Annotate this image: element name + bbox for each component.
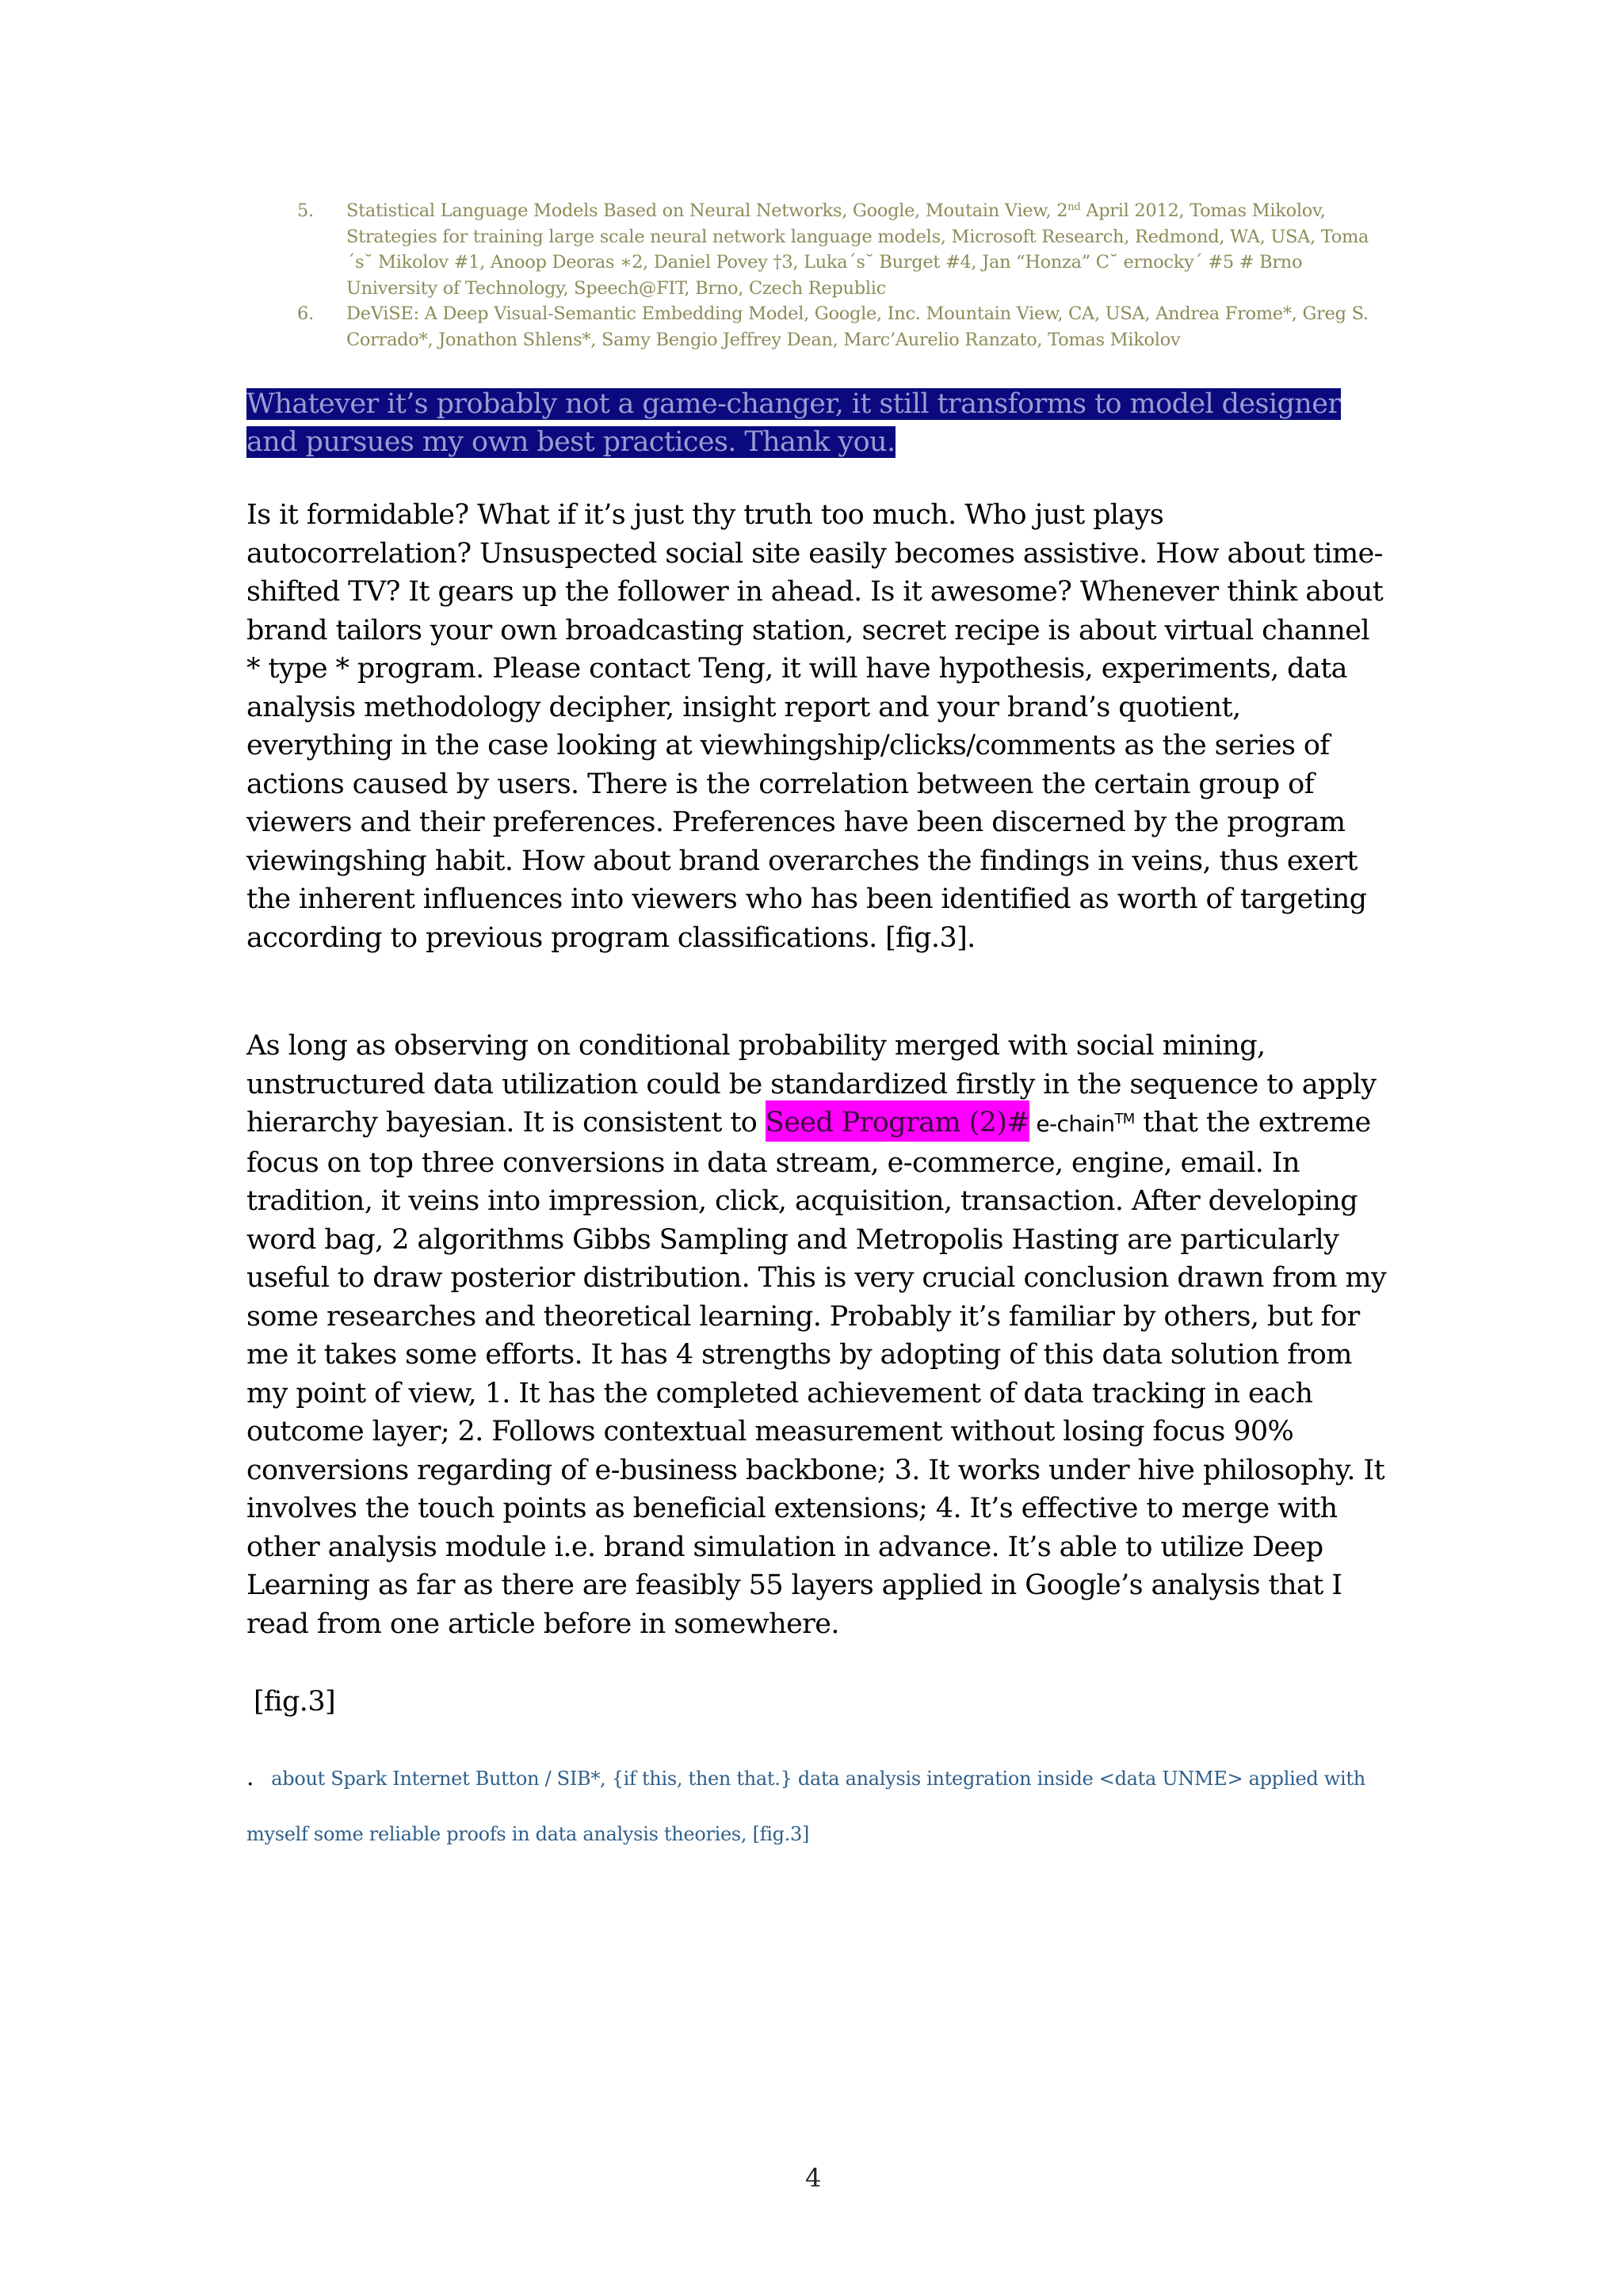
body-paragraph: Is it formidable? What if it’s just thy truth too much. Who just plays autocorrelation? Unsuspected social site easily becomes assistive. How about time-shifted TV? It gears up the follower in ahead. Is it awesome? Whenever think about brand tailors your own broadcasting station, secret recipe is about virtual channel * type * program. Please contact Teng, it will have hypothesis, experiments, data analysis methodology decipher, insight report and your brand’s quotient, everything in the case looking at viewhingship/clicks/comments as the series of actions caused by users. There is the correlation between the certain group of viewers and their preferences. Preferences have been discerned by the program viewingshing habit. How about brand overarches the findings in veins, thus exert the inherent influences into viewers who has been identified as worth of targeting according to previous program classifications. [fig.3]. <box>246 499 1384 954</box>
bullet-text: about Spark Internet Button / SIB*, {if this, then that.} data analysis integration inside <data UNME> applied with <box>271 1768 1365 1790</box>
echain-label: e-chain™ <box>1029 1111 1135 1137</box>
selected-text-highlight[interactable] <box>246 385 1388 461</box>
bullet-dot: . <box>246 1764 254 1791</box>
highlighted-phrase: Seed Program (2)# <box>766 1100 1029 1142</box>
reference-text: Statistical Language Models Based on Neural Networks, Google, Moutain View, 2nd April 2012, Tomas Mikolov, Strategies for training large scale neural network language models, Microsoft Research, Redmond, WA, USA, Toma´s˘ Mikolov #1, Anoop Deoras ∗2, Daniel Povey †3, Luka´s˘ Burget #4, Jan “Honza” C˘ ernocky´ #5 # Brno University of Technology, Speech@FIT, Brno, Czech Republic <box>346 200 1369 299</box>
figure-label: [fig.3] <box>254 1686 336 1718</box>
references-list <box>297 198 1375 353</box>
reference-number: 5. <box>297 200 314 221</box>
reference-item <box>297 198 1375 301</box>
body-paragraph: As long as observing on conditional probability merged with social mining, unstructured data utilization could be standardized firstly in the sequence to apply hierarchy bayesian. It is consistent to Seed Program (2)# e-chain™ that the extreme focus on top three conversions in data stream, e-commerce, engine, email. In tradition, it veins into impression, click, acquisition, transaction. After developing word bag, 2 algorithms Gibbs Sampling and Metropolis Hasting are particularly useful to draw posterior distribution. This is very crucial conclusion drawn from my some researches and theoretical learning. Probably it’s familiar by others, but for me it takes some efforts. It has 4 strengths by adopting of this data solution from my point of view, 1. It has the completed achievement of data tracking in each outcome layer; 2. Follows contextual measurement without losing focus 90% conversions regarding of e-business backbone; 3. It works under hive philosophy. It involves the touch points as beneficial extensions; 4. It’s effective to merge with other analysis module i.e. brand simulation in advance. It’s able to utilize Deep Learning as far as there are feasibly 55 layers applied in Google’s analysis that I read from one article before in somewhere. <box>246 1030 1387 1640</box>
reference-text: DeViSE: A Deep Visual-Semantic Embedding Model, Google, Inc. Mountain View, CA, USA, Andrea Frome*, Greg S. Corrado*, Jonathon Shlens*, Samy Bengio Jeffrey Dean, Marc’Aurelio Ranzato, Tomas Mikolov <box>346 303 1369 350</box>
page-number: 4 <box>805 2163 822 2193</box>
reference-number: 6. <box>297 303 314 324</box>
reference-item <box>297 301 1375 353</box>
bullet-item <box>246 1764 1365 1791</box>
highlight-line: and pursues my own best practices. Thank you. <box>246 426 896 458</box>
highlight-line: Whatever it’s probably not a game-changer, it still transforms to model designer <box>246 388 1341 420</box>
bullet-text-continued: myself some reliable proofs in data analysis theories, [fig.3] <box>246 1823 810 1845</box>
